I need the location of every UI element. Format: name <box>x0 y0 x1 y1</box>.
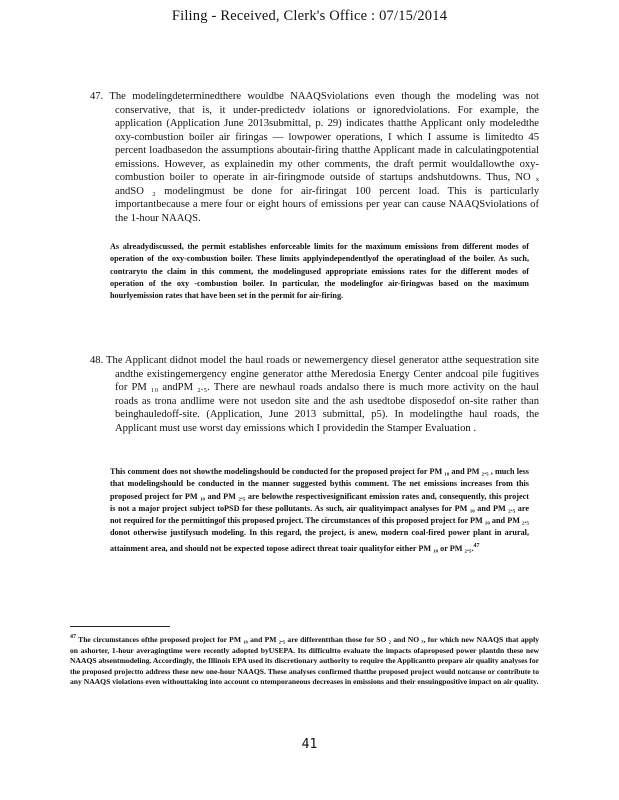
response-47: As alreadydiscussed, the permit establishes enforceable limits for the maximum emissions from different modes of operation of the oxy-combustion boiler. These limits applyindependentlyof the operatingload of the boiler. As such, contraryto the claim in this comment, the modelingused appropriate emissions rates for the different modes of operation of the oxy -combustion boiler. In particular, the modelingfor air-firingwas based on the maximum hourlyemission rates that have been set in the permit for air-firing. <box>110 242 529 301</box>
response-48-text: This comment does not showthe modelingshould be conducted for the proposed project for PM ₁₀ and PM ₂.₅ , much less that modelingshould be conducted in the manner suggested bythis comment. The net emissions increases from this proposed project for PM ₁₀ and PM ₂.₅ are belowthe respectivesignificant emission rates and, consequently, this project is not a major project subject toPSD for these pollutants. As such, air qualityimpact analyses for PM ₁₀ and PM ₂.₅ are not required for the permittingof this proposed project. The circumstances of this proposed project for PM ₁₀ and PM ₂.₅ donot otherwise justifysuch modeling. In this regard, the project, is anew, modern coal-fired power plant in arural, attainment area, and should not be expected topose adirect threat toair qualityfor either PM ₁₀ or PM ₂.₅. <box>110 467 529 553</box>
footnote-marker: 47 <box>70 634 76 640</box>
comment-47 <box>90 90 539 225</box>
comment-48-text: 48. The Applicant didnot model the haul roads or newemergency diesel generator atthe sequestration site andthe existingemergency engine generator atthe Meredosia Energy Center andcoal pile fugitives for PM ₁₀ andPM ₂.₅. There are newhaul roads andalso there is much more activity on the haul roads as trona andlime were not usedon site and the ash usedtobe disposedof on-site rather than beinghauledoff-site. (Application, June 2013 submittal, p5). In modelingthe haul roads, the Applicant must use worst day emissions which I providedin the Stamper Evaluation . <box>90 355 539 434</box>
comment-48 <box>90 354 539 435</box>
filing-stamp-header: Filing - Received, Clerk's Office : 07/15/2014 <box>171 8 448 24</box>
footnote-text: The circumstances ofthe proposed project for PM ₁₀ and PM ₂.₅ are differentthan those for SO ₂ and NO ₓ, for which new NAAQS that apply on ashorter, 1-hour averagingtime were recently adopted byUSEPA. Its difficultto evaluate the impacts ofaproposed power plantdn these new NAAQS absentmodeling. Accordingly, the Illinois EPA used its discretionary authority to require the Applicantto prepare air quality analyses for the proposed projectto address these new one-hour NAAQS. These analyses confirmed thatthe proposed project would notcause or contribute to any NAAQS violations even withouttaking into account co ntemporaneous decreases in emissions and their ensuingpositive impact on air quality. <box>70 635 540 687</box>
footnote-divider <box>70 626 170 627</box>
page-number: 41 <box>301 737 318 752</box>
footnote-47 <box>70 632 539 688</box>
comment-47-text: 47. The modelingdeterminedthere wouldbe NAAQSviolations even though the modeling was not conservative, that is, it under-predictedv iolations or ignoredviolations. For example, the application (Application June 2013submittal, p. 29) indicates thatthe Applicant only modeledthe oxy-combustion boiler air firingas — lowpower operations, I which I assume is limitedto 45 percent loadbasedon the assumptions aboutair-firing thatthe Applicant made in calculatingpotential emissions. However, as explainedin my other comments, the draft permit wouldallowthe oxy-combustion boiler to operate in air-firingmode outside of startups andshutdowns. Thus, NO ₓ andSO ₂ modelingmust be done for air-firingat 100 percent load. This is particularly importantbecause a mere four or eight hours of emissions per year can cause NAAQSviolations of the 1-hour NAAQS. <box>90 91 539 224</box>
footnote-reference[interactable]: 47 <box>473 542 480 549</box>
response-48 <box>110 466 529 555</box>
